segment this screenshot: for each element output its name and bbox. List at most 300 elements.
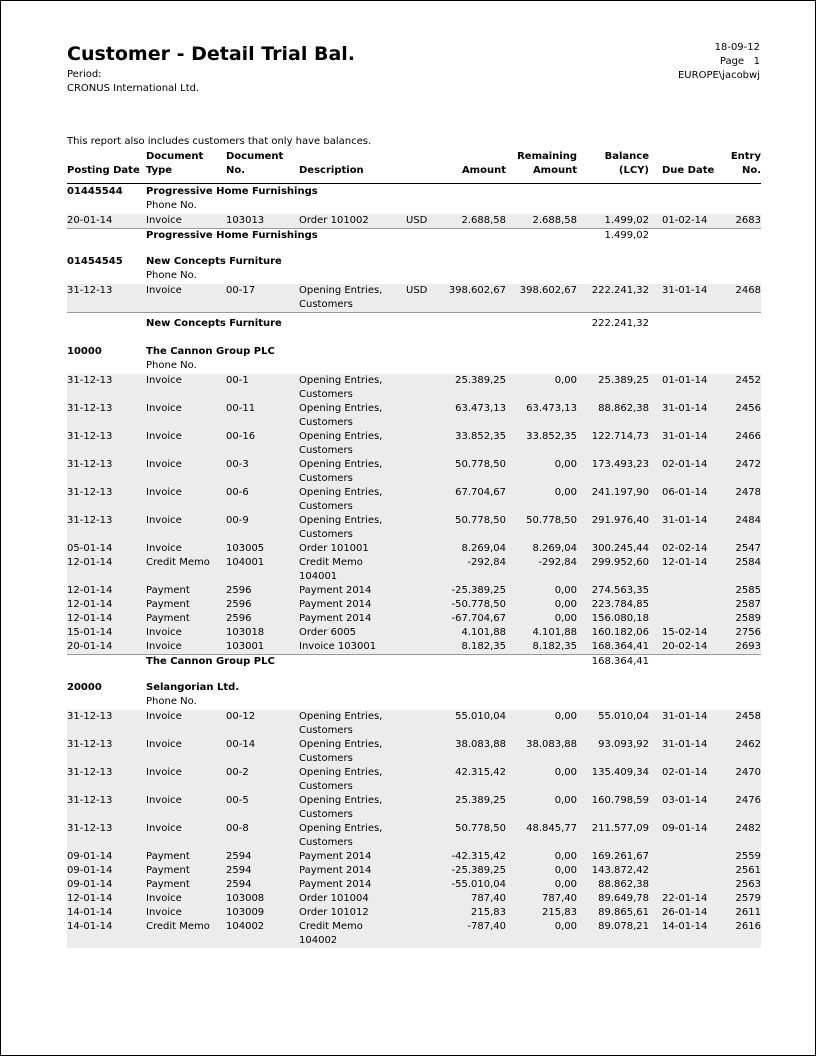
column-header-entry-no [701,150,761,178]
page-indicator [720,55,760,69]
amount-cell: -25.389,25 [451,585,506,596]
due-date-cell: 26-01-14 [662,907,708,918]
entry-no-cell: 2616 [735,921,761,932]
description-line: Customers [299,417,353,428]
document-no-cell: 00-14 [226,739,256,750]
customer-code: 10000 [67,346,102,357]
remaining-amount-cell: 8.182,35 [532,641,577,652]
column-header-line [67,150,140,164]
column-header-line: Document [226,151,284,162]
document-type-cell: Payment [146,599,190,610]
column-header-posting-date [67,150,140,178]
posting-date-cell: 09-01-14 [67,879,113,890]
document-type-cell: Invoice [146,375,182,386]
document-type-cell: Invoice [146,431,182,442]
description-line: Opening Entries, [299,795,383,806]
description-cell [299,794,382,822]
customer-code: 01454545 [67,256,123,267]
amount-cell: 8.269,04 [461,543,506,554]
document-type-cell: Invoice [146,543,182,554]
due-date-cell: 20-02-14 [662,641,708,652]
posting-date-cell: 15-01-14 [67,627,113,638]
description-cell [299,284,382,312]
document-type-cell: Invoice [146,403,182,414]
entry-row [67,514,761,542]
document-no-cell: 00-3 [226,459,249,470]
balance-cell: 300.245,44 [591,543,649,554]
customer-group [67,186,761,243]
description-line: Payment 2014 [299,851,372,862]
amount-cell: 38.083,88 [455,739,506,750]
remaining-amount-cell: 4.101,88 [532,627,577,638]
entry-no-cell: 2462 [735,739,761,750]
total-balance: 222.241,32 [591,318,649,329]
balance-cell: 169.261,67 [591,851,649,862]
amount-cell: 33.852,35 [455,431,506,442]
customer-name: New Concepts Furniture [146,256,282,267]
amount-cell: 50.778,50 [455,823,506,834]
balance-cell: 143.872,42 [591,865,649,876]
description-line: 104002 [299,935,338,946]
column-header-line: Entry [730,151,761,162]
description-cell [299,542,369,556]
document-no-cell: 103018 [226,627,265,638]
balance-cell: 160.798,59 [591,795,649,806]
posting-date-cell: 31-12-13 [67,403,113,414]
description-cell [299,430,382,458]
due-date-cell: 09-01-14 [662,823,708,834]
column-header-line: (LCY) [618,165,649,176]
report-note: This report also includes customers that only have balances. [67,136,372,147]
balance-cell: 122.714,73 [591,431,649,442]
balance-cell: 93.093,92 [598,739,649,750]
report-title: Customer - Detail Trial Bal. [67,43,356,65]
description-cell [299,402,382,430]
amount-cell: -50.778,50 [451,599,506,610]
document-no-cell: 103009 [226,907,265,918]
column-header-line: Amount [461,165,506,176]
entry-row [67,850,761,864]
amount-cell: 55.010,04 [455,711,506,722]
amount-cell: 50.778,50 [455,515,506,526]
description-cell [299,214,369,228]
entry-row [67,640,761,654]
document-no-cell: 00-17 [226,285,256,296]
description-line: Opening Entries, [299,739,383,750]
customer-code: 01445544 [67,186,123,197]
posting-date-cell: 31-12-13 [67,711,113,722]
customer-code: 20000 [67,682,102,693]
report-user: EUROPE\jacobwj [677,70,760,81]
column-header-line: Type [146,165,173,176]
document-no-cell: 103001 [226,641,265,652]
due-date-cell: 31-01-14 [662,403,708,414]
entry-no-cell: 2563 [735,879,761,890]
entry-no-cell: 2482 [735,823,761,834]
column-header-balance [549,150,649,178]
description-line: Opening Entries, [299,403,383,414]
remaining-amount-cell: 2.688,58 [532,215,577,226]
due-date-cell: 14-01-14 [662,921,708,932]
entry-row [67,284,761,312]
remaining-amount-cell: 0,00 [554,375,577,386]
posting-date-cell: 09-01-14 [67,865,113,876]
document-type-cell: Invoice [146,907,182,918]
amount-cell: 67.704,67 [455,487,506,498]
document-no-cell: 2594 [226,865,252,876]
posting-date-cell: 31-12-13 [67,431,113,442]
entry-no-cell: 2456 [735,403,761,414]
entry-row [67,920,761,948]
remaining-amount-cell: 215,83 [542,907,577,918]
description-line: Customers [299,299,353,310]
document-no-cell: 00-5 [226,795,249,806]
due-date-cell: 02-01-14 [662,459,708,470]
description-line: Customers [299,781,353,792]
description-line: Payment 2014 [299,585,372,596]
phone-label: Phone No. [146,360,197,371]
entry-no-cell: 2584 [735,557,761,568]
document-type-cell: Invoice [146,459,182,470]
remaining-amount-cell: 0,00 [554,599,577,610]
entry-row [67,458,761,486]
description-line: 104001 [299,571,338,582]
remaining-amount-cell: 0,00 [554,879,577,890]
description-line: Credit Memo [299,921,363,932]
column-header-line: No. [741,165,761,176]
amount-cell: 63.473,13 [455,403,506,414]
phone-label: Phone No. [146,270,197,281]
description-line: Customers [299,753,353,764]
document-type-cell: Invoice [146,215,182,226]
entry-no-cell: 2458 [735,711,761,722]
entry-row [67,766,761,794]
entry-no-cell: 2683 [735,215,761,226]
entry-row [67,612,761,626]
description-line: Customers [299,837,353,848]
amount-cell: -67.704,67 [451,613,506,624]
entry-row [67,710,761,738]
entry-row [67,402,761,430]
description-line: Customers [299,389,353,400]
currency-cell: USD [406,215,428,226]
amount-cell: -55.010,04 [451,879,506,890]
remaining-amount-cell: 0,00 [554,487,577,498]
entry-row [67,864,761,878]
balance-cell: 1.499,02 [604,215,649,226]
description-line: Opening Entries, [299,375,383,386]
entry-row [67,430,761,458]
amount-cell: -787,40 [467,921,506,932]
remaining-amount-cell: 0,00 [554,865,577,876]
document-type-cell: Credit Memo [146,921,210,932]
due-date-cell: 02-01-14 [662,767,708,778]
remaining-amount-cell: 48.845,77 [526,823,577,834]
remaining-amount-cell: 0,00 [554,851,577,862]
posting-date-cell: 14-01-14 [67,907,113,918]
posting-date-cell: 12-01-14 [67,893,113,904]
customer-total-row [67,654,761,669]
customer-header [67,186,761,200]
document-type-cell: Payment [146,851,190,862]
due-date-cell: 06-01-14 [662,487,708,498]
remaining-amount-cell: 0,00 [554,613,577,624]
remaining-amount-cell: 398.602,67 [519,285,577,296]
description-line: Payment 2014 [299,865,372,876]
report-date: 18-09-12 [714,42,760,53]
balance-cell: 274.563,35 [591,585,649,596]
entry-row [67,794,761,822]
entry-row [67,556,761,584]
document-no-cell: 00-8 [226,823,249,834]
document-no-cell: 103013 [226,215,265,226]
posting-date-cell: 31-12-13 [67,487,113,498]
remaining-amount-cell: 38.083,88 [526,739,577,750]
document-type-cell: Invoice [146,487,182,498]
entry-row [67,906,761,920]
customer-name: Progressive Home Furnishings [146,186,318,197]
company-name: CRONUS International Ltd. [67,83,200,94]
balance-cell: 89.078,21 [598,921,649,932]
phone-row [67,360,761,374]
posting-date-cell: 31-12-13 [67,515,113,526]
amount-cell: 787,40 [471,893,506,904]
entry-row [67,374,761,402]
description-line: Order 101001 [299,543,369,554]
entry-no-cell: 2476 [735,795,761,806]
due-date-cell: 31-01-14 [662,285,708,296]
customer-name: The Cannon Group PLC [146,346,275,357]
column-header-line: No. [226,165,246,176]
period-label: Period: [67,69,102,80]
phone-row [67,270,761,284]
entry-no-cell: 2579 [735,893,761,904]
posting-date-cell: 12-01-14 [67,557,113,568]
due-date-cell: 12-01-14 [662,557,708,568]
document-type-cell: Invoice [146,767,182,778]
description-cell [299,584,371,598]
entry-no-cell: 2472 [735,459,761,470]
document-type-cell: Invoice [146,823,182,834]
entry-no-cell: 2468 [735,285,761,296]
description-cell [299,556,363,584]
posting-date-cell: 12-01-14 [67,613,113,624]
entry-no-cell: 2589 [735,613,761,624]
document-type-cell: Invoice [146,795,182,806]
description-cell [299,458,382,486]
amount-cell: 8.182,35 [461,641,506,652]
entry-row [67,214,761,228]
description-cell [299,612,371,626]
document-no-cell: 00-9 [226,515,249,526]
currency-cell: USD [406,285,428,296]
posting-date-cell: 31-12-13 [67,375,113,386]
description-line: Opening Entries, [299,767,383,778]
report-body [67,186,761,948]
document-no-cell: 00-1 [226,375,249,386]
entry-no-cell: 2756 [735,627,761,638]
due-date-cell: 31-01-14 [662,739,708,750]
due-date-cell: 01-02-14 [662,215,708,226]
description-line: Customers [299,809,353,820]
description-line: Customers [299,473,353,484]
total-balance: 1.499,02 [604,230,649,241]
due-date-cell: 31-01-14 [662,431,708,442]
total-customer-name: New Concepts Furniture [146,318,282,329]
description-line: Order 101004 [299,893,369,904]
customer-header [67,256,761,270]
entry-row [67,542,761,556]
document-type-cell: Payment [146,585,190,596]
remaining-amount-cell: 0,00 [554,921,577,932]
amount-cell: 215,83 [471,907,506,918]
description-line: Opening Entries, [299,431,383,442]
description-cell [299,374,382,402]
description-line: Order 101002 [299,215,369,226]
posting-date-cell: 20-01-14 [67,215,113,226]
description-line: Opening Entries, [299,459,383,470]
column-header-line: Remaining [517,151,577,162]
description-cell [299,738,382,766]
description-line: Payment 2014 [299,879,372,890]
document-no-cell: 2596 [226,585,252,596]
document-no-cell: 00-11 [226,403,256,414]
entry-no-cell: 2466 [735,431,761,442]
entry-row [67,486,761,514]
amount-cell: 42.315,42 [455,767,506,778]
description-line: Opening Entries, [299,285,383,296]
description-line: Customers [299,445,353,456]
description-line: Invoice 103001 [299,641,377,652]
remaining-amount-cell: 787,40 [542,893,577,904]
posting-date-cell: 05-01-14 [67,543,113,554]
description-cell [299,514,382,542]
column-header-line: Document [146,151,204,162]
description-cell [299,626,356,640]
due-date-cell: 22-01-14 [662,893,708,904]
document-no-cell: 00-2 [226,767,249,778]
document-type-cell: Payment [146,865,190,876]
balance-cell: 168.364,41 [591,641,649,652]
description-cell [299,598,371,612]
amount-cell: 25.389,25 [455,375,506,386]
balance-cell: 88.862,38 [598,403,649,414]
remaining-amount-cell: -292,84 [538,557,577,568]
posting-date-cell: 09-01-14 [67,851,113,862]
amount-cell: 398.602,67 [448,285,506,296]
description-cell [299,766,382,794]
balance-cell: 241.197,90 [591,487,649,498]
entry-no-cell: 2587 [735,599,761,610]
column-header-line: Amount [532,165,577,176]
customer-header [67,682,761,696]
description-line: Customers [299,529,353,540]
column-header-doc-type [146,150,203,178]
description-cell [299,864,371,878]
document-type-cell: Payment [146,879,190,890]
document-no-cell: 104002 [226,921,265,932]
column-header-line: Balance [604,151,649,162]
document-no-cell: 00-6 [226,487,249,498]
customer-group [67,346,761,669]
description-cell [299,850,371,864]
page-label: Page [719,56,745,67]
due-date-cell: 15-02-14 [662,627,708,638]
column-header-line: Description [299,165,364,176]
column-header-row [67,149,761,184]
document-type-cell: Invoice [146,893,182,904]
document-type-cell: Invoice [146,711,182,722]
customer-total-row [67,312,761,333]
description-cell [299,892,369,906]
phone-row [67,200,761,214]
entry-row [67,738,761,766]
customer-group [67,256,761,333]
posting-date-cell: 31-12-13 [67,795,113,806]
entry-no-cell: 2561 [735,865,761,876]
document-type-cell: Invoice [146,641,182,652]
description-line: Payment 2014 [299,613,372,624]
balance-cell: 88.862,38 [598,879,649,890]
amount-cell: 4.101,88 [461,627,506,638]
document-no-cell: 103005 [226,543,265,554]
document-no-cell: 2594 [226,851,252,862]
posting-date-cell: 12-01-14 [67,599,113,610]
description-cell [299,710,382,738]
column-header-description [299,150,364,178]
entry-row [67,584,761,598]
entry-no-cell: 2478 [735,487,761,498]
column-header-line: Posting Date [67,165,140,176]
entry-no-cell: 2585 [735,585,761,596]
amount-cell: 25.389,25 [455,795,506,806]
remaining-amount-cell: 0,00 [554,585,577,596]
description-line: Credit Memo [299,557,363,568]
balance-cell: 211.577,09 [591,823,649,834]
entry-row [67,626,761,640]
description-line: Order 101012 [299,907,369,918]
balance-cell: 173.493,23 [591,459,649,470]
entry-row [67,892,761,906]
amount-cell: -42.315,42 [451,851,506,862]
entry-no-cell: 2693 [735,641,761,652]
posting-date-cell: 20-01-14 [67,641,113,652]
document-type-cell: Invoice [146,739,182,750]
customer-total-row [67,228,761,243]
posting-date-cell: 14-01-14 [67,921,113,932]
description-cell [299,822,382,850]
document-type-cell: Invoice [146,515,182,526]
amount-cell: 2.688,58 [461,215,506,226]
document-no-cell: 104001 [226,557,265,568]
total-balance: 168.364,41 [591,656,649,667]
due-date-cell: 03-01-14 [662,795,708,806]
description-cell [299,486,382,514]
document-type-cell: Invoice [146,285,182,296]
description-line: Order 6005 [299,627,357,638]
description-line: Opening Entries, [299,487,383,498]
posting-date-cell: 12-01-14 [67,585,113,596]
entry-row [67,878,761,892]
balance-cell: 55.010,04 [598,711,649,722]
balance-cell: 299.952,60 [591,557,649,568]
posting-date-cell: 31-12-13 [67,739,113,750]
entry-no-cell: 2559 [735,851,761,862]
amount-cell: -25.389,25 [451,865,506,876]
total-customer-name: The Cannon Group PLC [146,656,275,667]
document-type-cell: Credit Memo [146,557,210,568]
balance-cell: 89.865,61 [598,907,649,918]
